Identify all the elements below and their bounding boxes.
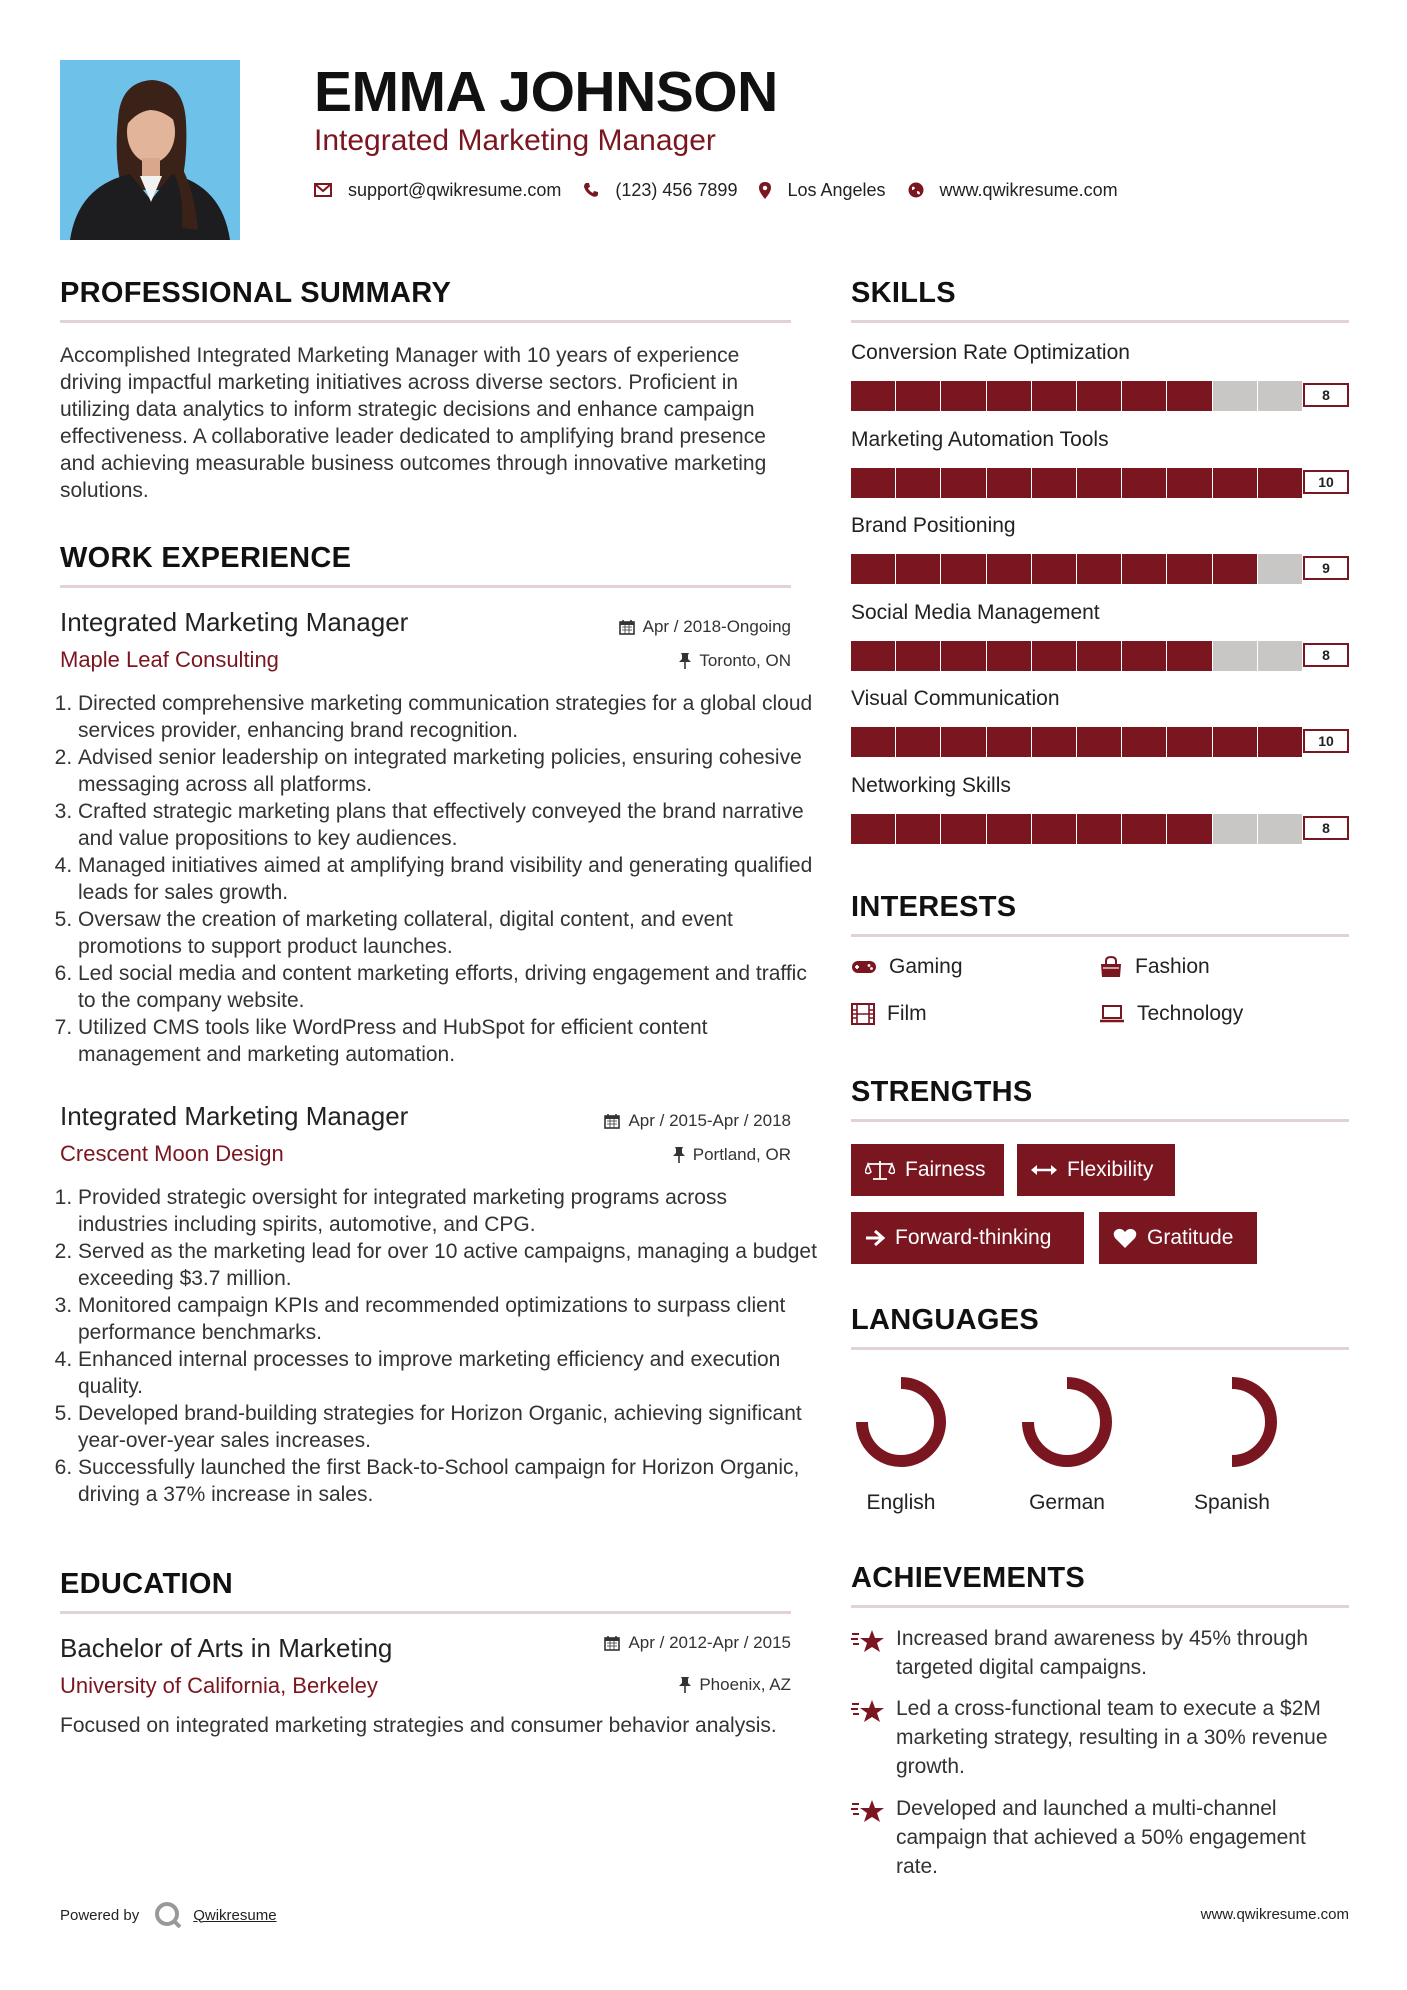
section-divider — [851, 320, 1349, 323]
skill-segment — [1258, 814, 1302, 844]
skill-segment — [987, 554, 1031, 584]
profile-photo — [60, 60, 240, 240]
skill-segment — [1077, 727, 1121, 757]
interest-item-technology — [1099, 1002, 1243, 1026]
skill-segment — [1258, 468, 1302, 498]
skill-segment — [1213, 814, 1257, 844]
interest-label: Technology — [1137, 1002, 1244, 1025]
section-divider — [60, 320, 791, 323]
summary-text: Accomplished Integrated Marketing Manager with 10 years of experience driving impactful marketing initiatives across diverse sectors. Proficient in utilizing data analytics to inform strategic decisions and enhance campaign effectiveness. A collaborative leader dedicated to amplifying brand presence and achieving measurable business outcomes through innovative marketing solutions. — [60, 344, 767, 502]
job-title: Integrated Marketing Manager — [60, 607, 409, 637]
pushpin-icon — [679, 653, 691, 669]
skill-name: Visual Communication — [851, 687, 1060, 710]
skill-segment — [1167, 554, 1211, 584]
achievement-text: Developed and launched a multi-channel campaign that achieved a 50% engagement rate. — [896, 1797, 1306, 1878]
section-title-languages: LANGUAGES — [851, 1304, 1039, 1336]
skill-segment — [851, 641, 895, 671]
skill-segment — [1077, 554, 1121, 584]
skill-level-badge: 10 — [1303, 470, 1349, 494]
language-label: English — [866, 1491, 936, 1514]
job-bullets — [60, 1184, 818, 1508]
strength-label: Forward-thinking — [895, 1226, 1052, 1249]
skill-segment — [987, 381, 1031, 411]
achievement-text: Increased brand awareness by 45% through targeted digital campaigns. — [896, 1627, 1309, 1679]
skill-name: Brand Positioning — [851, 514, 1016, 537]
skill-segment — [1077, 641, 1121, 671]
arrow-right-icon — [865, 1229, 885, 1247]
skill-meter — [851, 727, 1349, 757]
language-label: Spanish — [1194, 1491, 1270, 1514]
degree-title: Bachelor of Arts in Marketing — [60, 1633, 393, 1663]
interest-item-fashion — [1099, 955, 1210, 979]
skill-segment — [1032, 727, 1076, 757]
section-title-interests: INTERESTS — [851, 891, 1017, 923]
star-medal-icon — [851, 1698, 885, 1724]
section-divider — [60, 1611, 791, 1614]
calendar-icon — [604, 1635, 620, 1651]
language-item — [1172, 1372, 1292, 1515]
email-text: support@qwikresume.com — [348, 179, 562, 200]
company-name: Maple Leaf Consulting — [60, 647, 279, 672]
language-item — [1007, 1372, 1127, 1515]
job-bullet: 4. Managed initiatives aimed at amplifying brand visibility and generating qualified leads for sales growth. — [78, 852, 818, 906]
skill-segment — [896, 468, 940, 498]
section-title-education: EDUCATION — [60, 1568, 233, 1600]
skill-name: Marketing Automation Tools — [851, 427, 1109, 451]
skill-segment — [1258, 727, 1302, 757]
skill-segment — [941, 554, 985, 584]
location-text: Los Angeles — [787, 179, 886, 200]
job-bullet: 7. Utilized CMS tools like WordPress and HubSpot for efficient content management and marketing automation. — [78, 1014, 818, 1068]
section-divider — [851, 934, 1349, 937]
skill-segment — [1258, 641, 1302, 671]
skill-level-badge: 8 — [1303, 643, 1349, 667]
pushpin-icon — [673, 1147, 685, 1163]
skill-segment — [1167, 641, 1211, 671]
section-title-summary: PROFESSIONAL SUMMARY — [60, 277, 452, 309]
skill-segment — [1167, 727, 1211, 757]
contact-bar — [314, 176, 1140, 204]
job-bullet: 5. Developed brand-building strategies for Horizon Organic, achieving significant year-over-year sales increases. — [78, 1400, 818, 1454]
interest-label: Gaming — [889, 955, 963, 978]
gamepad-icon — [851, 959, 877, 975]
section-title-experience: WORK EXPERIENCE — [60, 542, 352, 574]
interest-item-gaming — [851, 955, 963, 979]
skill-segment — [1032, 468, 1076, 498]
strength-label: Gratitude — [1147, 1226, 1234, 1249]
skill-segment — [941, 381, 985, 411]
candidate-title: Integrated Marketing Manager — [314, 124, 716, 157]
skill-segment — [1122, 554, 1166, 584]
section-title-achievements: ACHIEVEMENTS — [851, 1562, 1086, 1594]
powered-by-label: Powered by — [60, 1906, 140, 1924]
skill-segment — [1032, 381, 1076, 411]
skill-level-badge: 8 — [1303, 383, 1349, 407]
job-dates — [604, 1110, 791, 1132]
skill-meter — [851, 381, 1349, 411]
job-bullet: 3. Monitored campaign KPIs and recommended optimizations to surpass client performance benchmarks. — [78, 1292, 818, 1346]
language-ring-arc — [1028, 1383, 1106, 1461]
job-bullets — [60, 690, 818, 1068]
arrows-horizontal-icon — [1031, 1163, 1057, 1177]
skill-segment — [941, 814, 985, 844]
strength-label: Fairness — [905, 1158, 986, 1181]
job-location-text: Toronto, ON — [699, 651, 791, 670]
school-name: University of California, Berkeley — [60, 1673, 378, 1698]
job-bullet: 1. Provided strategic oversight for integrated marketing programs across industries including spirits, automotive, and CPG. — [78, 1184, 818, 1238]
interest-item-film — [851, 1002, 927, 1026]
calendar-icon — [604, 1113, 620, 1129]
balance-scale-icon — [865, 1159, 895, 1181]
job-bullet: 2. Advised senior leadership on integrated marketing policies, ensuring cohesive messaging across all platforms. — [78, 744, 818, 798]
section-title-skills: SKILLS — [851, 277, 956, 309]
language-item — [841, 1372, 961, 1515]
strength-badge-flexibility — [1017, 1144, 1175, 1196]
section-divider — [851, 1605, 1349, 1608]
job-bullet: 4. Enhanced internal processes to improve marketing efficiency and execution quality. — [78, 1346, 818, 1400]
job-bullet: 2. Served as the marketing lead for over 10 active campaigns, managing a budget exceeding $3.7 million. — [78, 1238, 818, 1292]
skill-segment — [1167, 468, 1211, 498]
skill-segment — [987, 641, 1031, 671]
skill-segment — [941, 468, 985, 498]
job-bullet: 6. Led social media and content marketing efforts, driving engagement and traffic to the company website. — [78, 960, 818, 1014]
education-dates-text: Apr / 2012-Apr / 2015 — [628, 1633, 791, 1652]
contact-website[interactable] — [908, 180, 1118, 201]
website-text: www.qwikresume.com — [939, 179, 1118, 200]
skill-segment — [1213, 554, 1257, 584]
skill-segment — [1213, 641, 1257, 671]
candidate-name: EMMA JOHNSON — [314, 60, 778, 124]
section-divider — [60, 585, 791, 588]
job-location — [679, 650, 791, 672]
job-bullet: 3. Crafted strategic marketing plans that effectively conveyed the brand narrative and value propositions to key audiences. — [78, 798, 818, 852]
skill-name: Social Media Management — [851, 600, 1100, 624]
skill-segment — [896, 641, 940, 671]
language-proficiency-ring — [1007, 1372, 1127, 1472]
skill-segment — [851, 381, 895, 411]
skill-segment — [896, 554, 940, 584]
skill-meter — [851, 814, 1349, 844]
language-proficiency-ring — [841, 1372, 961, 1472]
strength-badge-gratitude — [1099, 1212, 1257, 1264]
interest-label: Film — [887, 1002, 927, 1025]
qwikresume-link[interactable]: Qwikresume — [193, 1906, 277, 1924]
job-location-text: Portland, OR — [692, 1145, 791, 1164]
job-dates-text: Apr / 2018-Ongoing — [642, 617, 791, 636]
education-location-text: Phoenix, AZ — [699, 1675, 791, 1694]
skill-segment — [1122, 468, 1166, 498]
laptop-icon — [1099, 1005, 1125, 1023]
contact-email[interactable] — [314, 180, 561, 201]
skill-segment — [1077, 814, 1121, 844]
skill-segment — [851, 814, 895, 844]
education-description: Focused on integrated marketing strategies and consumer behavior analysis. — [60, 1714, 777, 1737]
skill-segment — [1258, 381, 1302, 411]
skill-level-badge: 8 — [1303, 816, 1349, 840]
section-divider — [851, 1347, 1349, 1350]
envelope-icon — [314, 183, 332, 197]
skill-segment — [1032, 641, 1076, 671]
skill-name: Conversion Rate Optimization — [851, 341, 1130, 364]
skill-segment — [851, 554, 895, 584]
map-pin-icon — [759, 182, 771, 199]
job-title: Integrated Marketing Manager — [60, 1101, 409, 1131]
strength-badge-forward-thinking — [851, 1212, 1084, 1264]
shopping-bag-icon — [1099, 956, 1123, 978]
language-ring-arc — [1232, 1383, 1271, 1461]
skill-level-badge: 10 — [1303, 729, 1349, 753]
achievement-text: Led a cross-functional team to execute a $2M marketing strategy, resulting in a 30% revenue growth. — [896, 1697, 1328, 1778]
qwikresume-logo-icon — [153, 1900, 183, 1930]
footer-powered-by — [60, 1900, 277, 1930]
heart-icon — [1113, 1228, 1137, 1249]
interest-label: Fashion — [1135, 955, 1210, 978]
job-bullet: 1. Directed comprehensive marketing communication strategies for a global cloud services provider, enhancing brand recognition. — [78, 690, 818, 744]
skill-name: Networking Skills — [851, 773, 1011, 797]
globe-icon — [908, 182, 924, 198]
language-label: German — [1029, 1491, 1105, 1514]
calendar-icon — [619, 619, 635, 635]
language-proficiency-ring — [1172, 1372, 1292, 1472]
skill-segment — [851, 468, 895, 498]
job-bullet: 5. Oversaw the creation of marketing collateral, digital content, and event promotions to support product launches. — [78, 906, 818, 960]
skill-segment — [1122, 727, 1166, 757]
company-name: Crescent Moon Design — [60, 1141, 284, 1166]
skill-segment — [941, 641, 985, 671]
skill-segment — [1122, 641, 1166, 671]
strength-label: Flexibility — [1067, 1158, 1154, 1181]
footer-website[interactable]: www.qwikresume.com — [1200, 1906, 1349, 1923]
skill-segment — [987, 814, 1031, 844]
skill-segment — [1077, 468, 1121, 498]
skill-segment — [1122, 381, 1166, 411]
skill-segment — [1213, 381, 1257, 411]
star-medal-icon — [851, 1628, 885, 1654]
skill-segment — [987, 727, 1031, 757]
skill-segment — [1258, 554, 1302, 584]
phone-icon — [583, 182, 599, 198]
skill-segment — [896, 727, 940, 757]
contact-phone[interactable] — [583, 180, 737, 201]
skill-segment — [851, 727, 895, 757]
skill-segment — [896, 814, 940, 844]
skill-segment — [1167, 814, 1211, 844]
star-medal-icon — [851, 1798, 885, 1824]
job-dates — [619, 616, 791, 638]
skill-segment — [1032, 814, 1076, 844]
skill-segment — [896, 381, 940, 411]
skill-segment — [987, 468, 1031, 498]
skill-segment — [1213, 727, 1257, 757]
language-ring-arc — [862, 1383, 940, 1461]
job-location — [673, 1144, 791, 1166]
skill-segment — [1032, 554, 1076, 584]
contact-location — [759, 180, 885, 201]
skill-meter — [851, 554, 1349, 584]
job-bullet: 6. Successfully launched the first Back-to-School campaign for Horizon Organic, driving a 37% increase in sales. — [78, 1454, 818, 1508]
education-dates — [604, 1632, 791, 1654]
skill-segment — [941, 727, 985, 757]
strength-badge-fairness — [851, 1144, 1004, 1196]
skill-level-badge: 9 — [1303, 556, 1349, 580]
job-dates-text: Apr / 2015-Apr / 2018 — [628, 1111, 791, 1130]
skill-segment — [1077, 381, 1121, 411]
skill-meter — [851, 468, 1349, 498]
skill-meter — [851, 641, 1349, 671]
film-icon — [851, 1003, 875, 1025]
skill-segment — [1122, 814, 1166, 844]
pushpin-icon — [679, 1677, 691, 1693]
phone-text: (123) 456 7899 — [615, 179, 738, 200]
skill-segment — [1167, 381, 1211, 411]
skill-segment — [1213, 468, 1257, 498]
section-divider — [851, 1119, 1349, 1122]
education-location — [679, 1674, 791, 1696]
section-title-strengths: STRENGTHS — [851, 1076, 1033, 1108]
